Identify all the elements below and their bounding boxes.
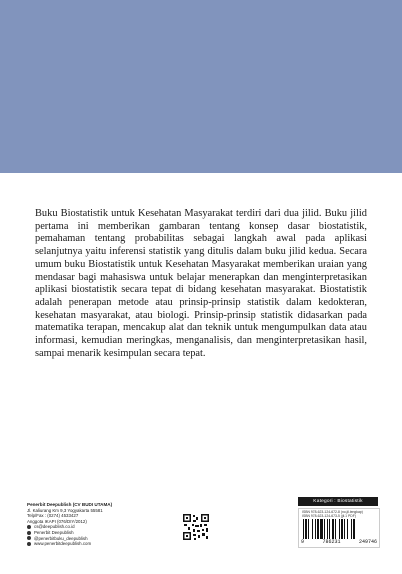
barcode-bar (303, 519, 304, 539)
barcode-digits (301, 539, 377, 545)
barcode-bar (317, 519, 319, 539)
publisher-instagram: @penerbitbuku_deepublish (34, 535, 88, 541)
isbn-barcode-box (298, 508, 380, 548)
facebook-icon (27, 531, 31, 535)
barcode-bar (308, 519, 309, 539)
publisher-website-row (27, 541, 187, 547)
publisher-website: www.penerbitdeepublish.com (34, 541, 92, 547)
barcode-bar (312, 519, 313, 539)
barcode (303, 519, 375, 539)
barcode-bar (341, 519, 343, 539)
barcode-digit-group: 249746 (358, 539, 377, 545)
back-cover-blurb: Buku Biostatistik untuk Kesehatan Masyarakat terdiri dari dua jilid. Buku jilid pertama ini memberikan gambaran tentang konsep dasar biostatistik, pemahaman tentang probabilitas sebagai langkah awal pada aplikasi selanjutnya yaitu inferensi statistik yang ditulis dalam buku jilid kedua. Secara umum buku Biostatistik untuk Kesehatan Masyarakat memberikan uraian yang mendasar bagi mahasiswa untuk belajar menerapkan dan menginterpretasikan aplikasi biostatistik secara tepat di bidang kesehatan masyarakat. Biostatistik adalah penerapan metode atau prinsip-prinsip statistik dalam kedokteran, kesehatan masyarakat, atau biologi. Prinsip-prinsip statistik didasarkan pada matematika terapan, mencakup alat dan teknik untuk mengumpulkan data atau informasi, kemudian meringkas, menganalisis, dan menginterpretasikan hasil, sampai menarik kesimpulan secara tepat. (35, 208, 367, 359)
publisher-address: Jl. Kaliurang Km 9,3 Yogyakarta 55581 (27, 507, 103, 513)
barcode-bar (351, 519, 352, 539)
barcode-bar (320, 519, 323, 539)
publisher-info (27, 502, 187, 547)
isbn-text (302, 510, 376, 518)
publisher-name: Penerbit Deepublish (CV BUDI UTAMA) (27, 502, 113, 507)
publisher-phone: Telp/Fax : (0274) 4533427 (27, 513, 79, 519)
publisher-email: cs@deepublish.co.id (34, 524, 75, 530)
barcode-digit-group: 786231 (322, 539, 341, 545)
barcode-bar (335, 519, 336, 539)
barcode-bar (327, 519, 328, 539)
barcode-bar (305, 519, 307, 539)
barcode-digit-group: 9 (301, 539, 305, 545)
category-label: Kategori : Biostatistik (298, 497, 378, 506)
barcode-bar (353, 519, 355, 539)
qr-code (183, 514, 209, 540)
isbn-line-2: ISBN 978-623-124-673-5 (jil.1 PDF) (302, 514, 356, 519)
barcode-bar (347, 519, 348, 539)
barcode-bar (324, 519, 325, 539)
barcode-bar (329, 519, 330, 539)
email-icon (27, 525, 31, 529)
barcode-bar (339, 519, 340, 539)
instagram-icon (27, 536, 31, 540)
publisher-membership: Anggota IKAPI (076/DIY/2012) (27, 518, 87, 524)
globe-icon (27, 542, 31, 546)
barcode-bar (332, 519, 334, 539)
barcode-bar (344, 519, 345, 539)
isbn-line-1: ISBN 978-623-124-672-8 (no.jil.lengkap) (302, 510, 363, 514)
cover-color-band (0, 0, 402, 173)
publisher-facebook: Penerbit Deepublish (34, 529, 74, 535)
barcode-bar (315, 519, 316, 539)
